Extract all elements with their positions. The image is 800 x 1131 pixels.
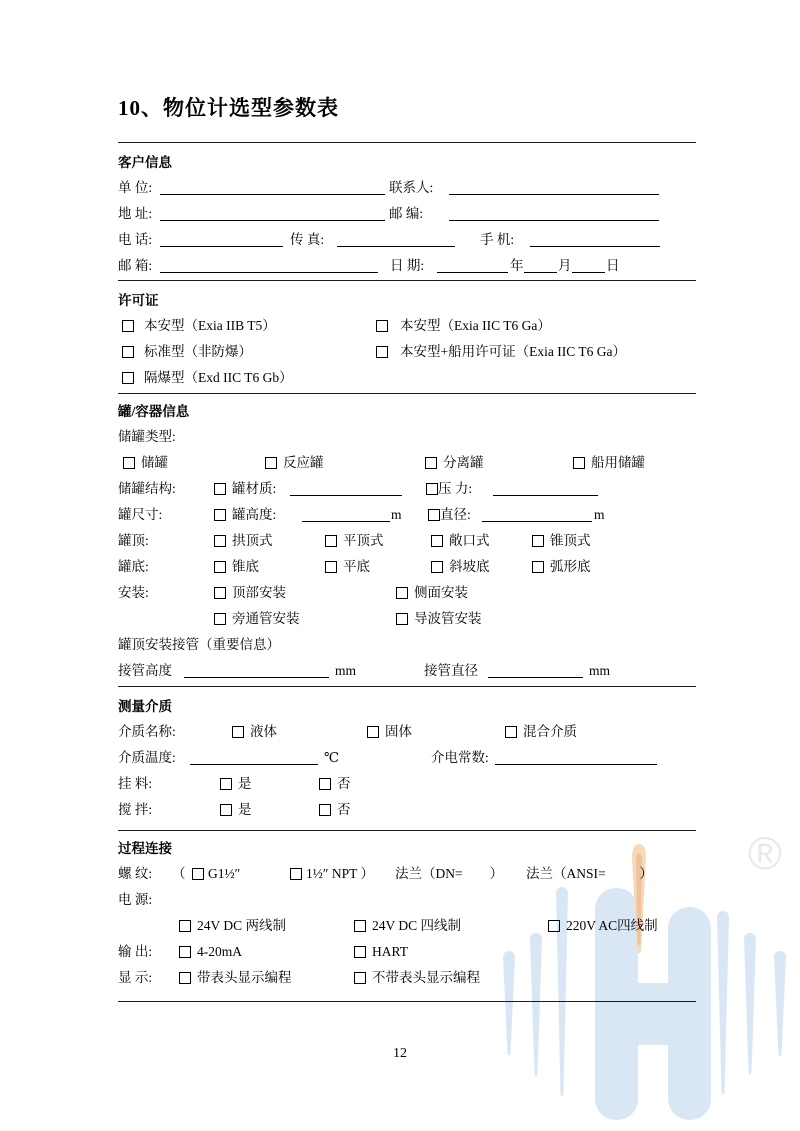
medium-temp-row	[118, 743, 696, 769]
tank-top-option-label: 平顶式	[343, 533, 384, 548]
tank-top-option-label: 锥顶式	[550, 533, 591, 548]
contact-label: 联系人:	[389, 180, 434, 195]
fax-label: 传 真:	[290, 232, 325, 247]
output-option-label: 4-20mA	[197, 944, 242, 959]
checkbox-stirring-yes[interactable]	[220, 804, 232, 816]
checkbox-buildup-yes[interactable]	[220, 778, 232, 790]
tank-type-option-label: 储罐	[141, 455, 168, 470]
license-option-label: 本安型（Exia IIB T5）	[144, 318, 276, 333]
power-label-row	[118, 885, 696, 911]
tank-type-label-row	[118, 422, 696, 448]
tank-bottom-option-label: 锥底	[232, 559, 259, 574]
power-option-label: 24V DC 四线制	[372, 918, 462, 933]
page-title: 10、物位计选型参数表	[118, 96, 339, 120]
month-fill-line[interactable]	[572, 271, 605, 273]
month-label: 月	[558, 258, 572, 273]
tank-height-fill-line[interactable]	[302, 520, 390, 522]
license-row-3	[118, 363, 696, 389]
checkbox-stilling-well-install[interactable]	[396, 613, 408, 625]
mobile-label: 手 机:	[480, 232, 515, 247]
checkbox-tank-material[interactable]	[214, 483, 226, 495]
medium-option-label: 液体	[250, 724, 277, 739]
checkbox-thread-npt[interactable]	[290, 868, 302, 880]
checkbox-storage-tank[interactable]	[123, 457, 135, 469]
tank-bottom-option-label: 平底	[343, 559, 370, 574]
tank-size-row	[118, 500, 696, 526]
flange-ansi-label: 法兰（ANSI= ）	[526, 866, 653, 881]
medium-temp-label: 介质温度:	[118, 750, 176, 765]
install-row-2	[118, 604, 696, 630]
checkbox-bypass-pipe-install[interactable]	[214, 613, 226, 625]
install-option-label: 导波管安装	[414, 611, 482, 626]
tank-material-fill-line[interactable]	[290, 494, 402, 496]
section-divider	[118, 280, 696, 281]
checkbox-cone-roof[interactable]	[532, 535, 544, 547]
output-row	[118, 937, 696, 963]
checkbox-220vac-4wire[interactable]	[548, 920, 560, 932]
celsius-unit: ℃	[324, 750, 340, 765]
power-options-row	[118, 911, 696, 937]
tank-type-label: 储罐类型:	[118, 429, 176, 444]
form-content	[118, 92, 696, 1002]
section-heading-license: 许可证	[118, 293, 159, 308]
checkbox-without-display[interactable]	[354, 972, 366, 984]
section-heading-process: 过程连接	[118, 841, 172, 856]
checkbox-arc-bottom[interactable]	[532, 561, 544, 573]
mm-unit: mm	[335, 663, 357, 678]
nozzle-heading: 罐顶安装接管（重要信息）	[118, 637, 280, 652]
install-option-label: 旁通管安装	[232, 611, 300, 626]
mobile-fill-line[interactable]	[530, 245, 660, 247]
meter-unit: m	[391, 507, 402, 522]
tank-bottom-option-label: 斜坡底	[449, 559, 490, 574]
yes-label: 是	[238, 776, 252, 791]
display-option-label: 不带表头显示编程	[372, 970, 480, 985]
tank-type-option-label: 分离罐	[443, 455, 484, 470]
checkbox-mixed-medium[interactable]	[505, 726, 517, 738]
customer-row-phone	[118, 225, 696, 251]
customer-row-address	[118, 199, 696, 225]
date-fill-line[interactable]	[437, 271, 508, 273]
nozzle-diameter-fill-line[interactable]	[488, 676, 583, 678]
medium-name-label: 介质名称:	[118, 724, 176, 739]
thread-label: 螺 纹:	[118, 866, 153, 881]
email-label: 邮 箱:	[118, 258, 153, 273]
thread-option-label: 1½″ NPT ）	[306, 866, 375, 881]
watermark-bar	[717, 911, 729, 1095]
checkbox-exd-iic-t6-gb[interactable]	[122, 372, 134, 384]
medium-name-row	[118, 717, 696, 743]
output-label: 输 出:	[118, 944, 153, 959]
install-label: 安装:	[118, 585, 149, 600]
nozzle-heading-row	[118, 630, 696, 656]
tank-bottom-option-label: 弧形底	[550, 559, 591, 574]
output-option-label: HART	[372, 944, 408, 959]
checkbox-24vdc-2wire[interactable]	[179, 920, 191, 932]
address-fill-line[interactable]	[160, 219, 385, 221]
tank-size-label: 罐尺寸:	[118, 507, 163, 522]
email-fill-line[interactable]	[160, 271, 378, 273]
checkbox-liquid[interactable]	[232, 726, 244, 738]
dielectric-fill-line[interactable]	[495, 763, 657, 765]
unit-label: 单 位:	[118, 180, 153, 195]
install-row-1	[118, 578, 696, 604]
section-divider	[118, 1001, 696, 1002]
checkbox-flat-roof[interactable]	[325, 535, 337, 547]
checkbox-diameter[interactable]	[428, 509, 440, 521]
stirring-row	[118, 795, 696, 821]
tank-bottom-row	[118, 552, 696, 578]
checkbox-hart[interactable]	[354, 946, 366, 958]
checkbox-top-install[interactable]	[214, 587, 226, 599]
tank-top-option-label: 敞口式	[449, 533, 490, 548]
tank-top-row	[118, 526, 696, 552]
nozzle-height-label: 接管高度	[118, 663, 172, 678]
power-option-label: 24V DC 两线制	[197, 918, 287, 933]
checkbox-stirring-no[interactable]	[319, 804, 331, 816]
phone-label: 电 话:	[118, 232, 153, 247]
tank-top-label: 罐顶:	[118, 533, 149, 548]
zip-label: 邮 编:	[389, 206, 424, 221]
flange-dn-label: 法兰（DN= ）	[395, 866, 504, 881]
unit-fill-line[interactable]	[160, 193, 385, 195]
checkbox-solid[interactable]	[367, 726, 379, 738]
tank-type-option-label: 反应罐	[283, 455, 324, 470]
power-label: 电 源:	[118, 892, 153, 907]
nozzle-height-fill-line[interactable]	[184, 676, 329, 678]
checkbox-standard-type[interactable]	[122, 346, 134, 358]
fax-fill-line[interactable]	[337, 245, 455, 247]
section-heading-customer: 客户信息	[118, 155, 172, 170]
install-option-label: 侧面安装	[414, 585, 468, 600]
yes-label: 是	[238, 802, 252, 817]
year-fill-line[interactable]	[524, 271, 557, 273]
license-option-label: 本安型+船用许可证（Exia IIC T6 Ga）	[400, 344, 626, 359]
buildup-label: 挂 料:	[118, 776, 153, 791]
tank-top-option-label: 拱顶式	[232, 533, 273, 548]
customer-row-unit	[118, 173, 696, 199]
checkbox-tank-height[interactable]	[214, 509, 226, 521]
section-divider	[118, 830, 696, 831]
license-row-1	[118, 311, 696, 337]
diameter-label: 直径:	[440, 507, 471, 522]
section-divider	[118, 142, 696, 143]
checkbox-buildup-no[interactable]	[319, 778, 331, 790]
checkbox-flat-bottom[interactable]	[325, 561, 337, 573]
section-heading-medium: 测量介质	[118, 699, 172, 714]
license-row-2	[118, 337, 696, 363]
tank-type-option-label: 船用储罐	[591, 455, 645, 470]
zip-fill-line[interactable]	[449, 219, 659, 221]
tank-material-label: 罐材质:	[232, 481, 277, 496]
checkbox-reaction-tank[interactable]	[265, 457, 277, 469]
checkbox-pressure[interactable]	[426, 483, 438, 495]
tank-type-options-row	[118, 448, 696, 474]
no-label: 否	[337, 802, 351, 817]
thread-option-label: G1½″	[208, 866, 241, 881]
meter-unit: m	[594, 507, 605, 522]
thread-row	[118, 859, 696, 885]
license-option-label: 隔爆型（Exd IIC T6 Gb）	[144, 370, 293, 385]
medium-option-label: 混合介质	[523, 724, 577, 739]
page-number: 12	[393, 1046, 407, 1061]
customer-row-email-date	[118, 251, 696, 277]
stirring-label: 搅 拌:	[118, 802, 153, 817]
license-option-label: 标准型（非防爆）	[144, 344, 252, 359]
section-heading-tank: 罐/容器信息	[118, 404, 190, 419]
paren-open: （	[172, 866, 186, 881]
buildup-row	[118, 769, 696, 795]
display-label: 显 示:	[118, 970, 153, 985]
watermark-bar	[774, 951, 786, 1057]
diameter-fill-line[interactable]	[482, 520, 592, 522]
tank-height-label: 罐高度:	[232, 507, 277, 522]
pressure-label: 压 力:	[438, 481, 473, 496]
checkbox-slope-bottom[interactable]	[431, 561, 443, 573]
section-divider	[118, 686, 696, 687]
checkbox-exia-iib-t5[interactable]	[122, 320, 134, 332]
registered-trademark-mark: ®	[748, 827, 782, 879]
address-label: 地 址:	[118, 206, 153, 221]
section-divider	[118, 393, 696, 394]
nozzle-row	[118, 656, 696, 682]
checkbox-exia-iic-t6-ga[interactable]	[376, 320, 388, 332]
phone-fill-line[interactable]	[160, 245, 283, 247]
display-option-label: 带表头显示编程	[197, 970, 292, 985]
license-option-label: 本安型（Exia IIC T6 Ga）	[400, 318, 551, 333]
install-option-label: 顶部安装	[232, 585, 286, 600]
date-label: 日 期:	[390, 258, 425, 273]
day-label: 日	[606, 258, 620, 273]
tank-bottom-label: 罐底:	[118, 559, 149, 574]
medium-option-label: 固体	[385, 724, 412, 739]
checkbox-exia-marine[interactable]	[376, 346, 388, 358]
mm-unit: mm	[589, 663, 611, 678]
power-option-label: 220V AC四线制	[566, 918, 658, 933]
no-label: 否	[337, 776, 351, 791]
checkbox-cone-bottom[interactable]	[214, 561, 226, 573]
nozzle-diameter-label: 接管直径	[424, 663, 478, 678]
year-label: 年	[510, 258, 524, 273]
checkbox-with-display[interactable]	[179, 972, 191, 984]
checkbox-dome-roof[interactable]	[214, 535, 226, 547]
checkbox-marine-tank[interactable]	[573, 457, 585, 469]
checkbox-24vdc-4wire[interactable]	[354, 920, 366, 932]
checkbox-separation-tank[interactable]	[425, 457, 437, 469]
medium-temp-fill-line[interactable]	[190, 763, 318, 765]
contact-fill-line[interactable]	[449, 193, 659, 195]
display-row	[118, 963, 696, 989]
checkbox-thread-g[interactable]	[192, 868, 204, 880]
checkbox-side-install[interactable]	[396, 587, 408, 599]
tank-structure-row	[118, 474, 696, 500]
checkbox-4-20ma[interactable]	[179, 946, 191, 958]
tank-structure-label: 储罐结构:	[118, 481, 176, 496]
checkbox-open-roof[interactable]	[431, 535, 443, 547]
dielectric-label: 介电常数:	[431, 750, 489, 765]
pressure-fill-line[interactable]	[493, 494, 598, 496]
